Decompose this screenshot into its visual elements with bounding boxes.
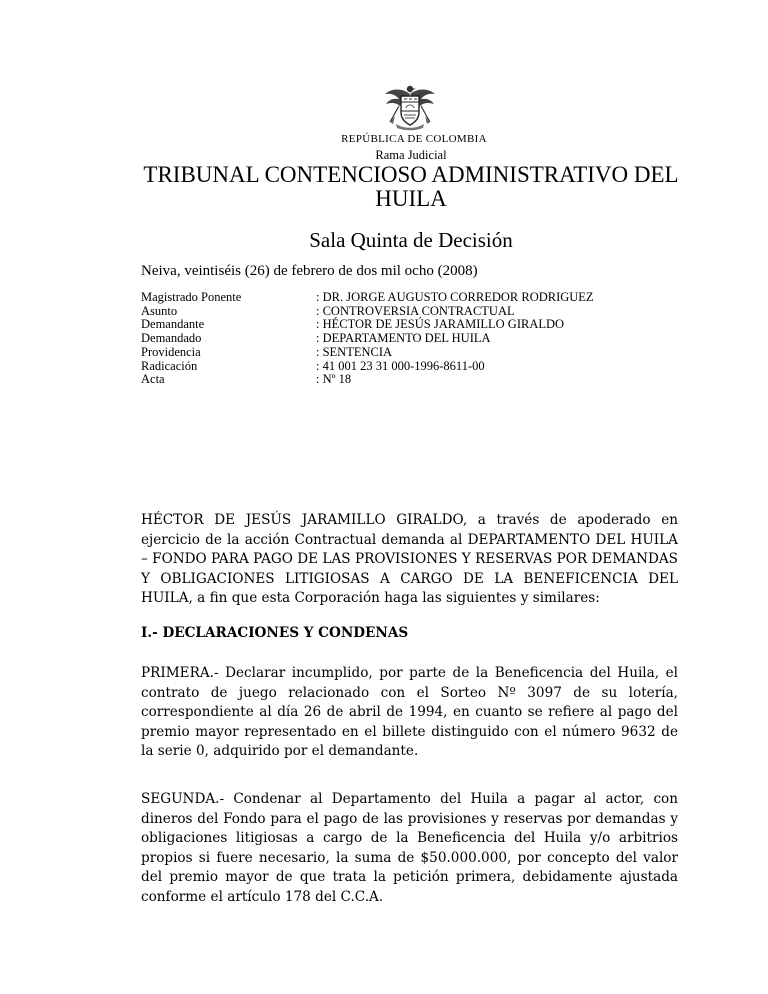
colombia-coat-of-arms-icon <box>382 80 438 132</box>
meta-label: Magistrado Ponente <box>141 290 242 304</box>
meta-label: Radicación <box>141 358 198 373</box>
country-name: REPÚBLICA DE COLOMBIA <box>341 133 487 145</box>
meta-value: : 41 001 23 31 000-1996-8611-00 <box>316 358 485 373</box>
sala-title: Sala Quinta de Decisión <box>309 228 513 252</box>
date-line: Neiva, veintiséis (26) de febrero de dos mil ocho (2008) <box>141 263 478 279</box>
meta-value: : DR. JORGE AUGUSTO CORREDOR RODRIGUEZ <box>316 290 594 304</box>
meta-value: : HÉCTOR DE JESÚS JARAMILLO GIRALDO <box>316 317 565 332</box>
primera-paragraph: PRIMERA.- Declarar incumplido, por parte de la Beneficencia del Huila, el contrato de juego relacionado con el Sorteo Nº 3097 de su lotería, correspondiente al día 26 de abril de 1994, en cuanto se refiere al pago del premio mayor representado en el billete distinguido con el número 9632 de la serie 0, adquirido por el demandante. <box>141 665 678 760</box>
meta-label: Demandado <box>141 331 202 346</box>
judicial-branch: Rama Judicial <box>375 148 447 162</box>
meta-label: Demandante <box>141 317 205 332</box>
case-metadata <box>141 291 594 387</box>
meta-row-acta <box>141 373 594 387</box>
meta-value: : SENTENCIA <box>316 344 393 359</box>
section-heading: I.- DECLARACIONES Y CONDENAS <box>141 625 409 641</box>
meta-row-demandante <box>141 318 594 332</box>
meta-label: Acta <box>141 372 165 387</box>
meta-row-asunto <box>141 305 594 319</box>
meta-row-demandado <box>141 332 594 346</box>
meta-row-ponente <box>141 291 594 305</box>
intro-paragraph: HÉCTOR DE JESÚS JARAMILLO GIRALDO, a través de apoderado en ejercicio de la acción Contractual demanda al DEPARTAMENTO DEL HUILA – FONDO PARA PAGO DE LAS PROVISIONES Y RESERVAS POR DEMANDAS Y OBLIGACIONES LITIGIOSAS A CARGO DE LA BENEFICENCIA DEL HUILA, a fin que esta Corporación haga las siguientes y similares: <box>141 512 678 607</box>
meta-value: : CONTROVERSIA CONTRACTUAL <box>316 303 515 318</box>
meta-label: Asunto <box>141 303 178 318</box>
meta-label: Providencia <box>141 344 201 359</box>
meta-value: : DEPARTAMENTO DEL HUILA <box>316 331 491 346</box>
meta-value: : Nº 18 <box>316 372 352 387</box>
segunda-paragraph: SEGUNDA.- Condenar al Departamento del Huila a pagar al actor, con dineros del Fondo para el pago de las provisiones y reservas por demandas y obligaciones litigiosas a cargo de la Beneficencia del Huila y/o arbitrios propios si fuere necesario, la suma de $50.000.000, por concepto del valor del premio mayor de que trata la petición primera, debidamente ajustada conforme el artículo 178 del C.C.A. <box>141 791 678 905</box>
meta-row-radicacion <box>141 360 594 374</box>
meta-row-providencia <box>141 346 594 360</box>
tribunal-title: TRIBUNAL CONTENCIOSO ADMINISTRATIVO DEL HUILA <box>143 162 679 211</box>
